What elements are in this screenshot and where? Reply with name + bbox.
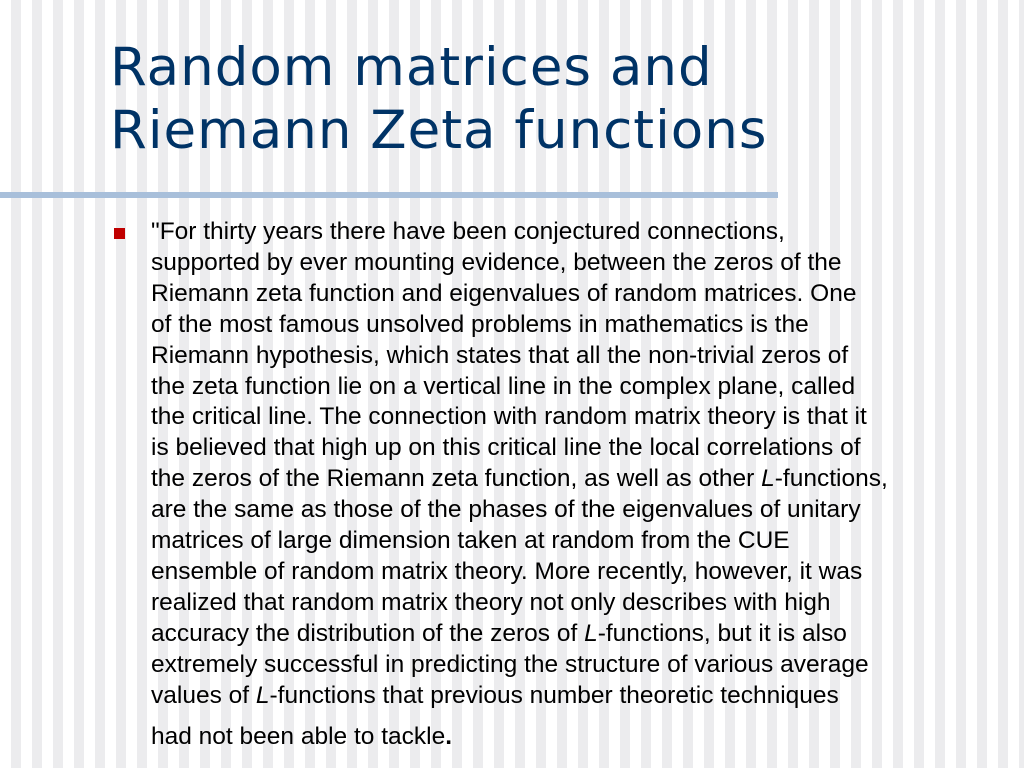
line-text: -functions that previous number theoretic techniques [269, 681, 839, 709]
bullet-square-icon [114, 228, 125, 239]
line-text: had not been able to tackle [151, 722, 446, 750]
paragraph-line [151, 722, 1013, 753]
paragraph-line: ensemble of random matrix theory. More recently, however, it was [151, 557, 863, 585]
paragraph-line: extremely successful in predicting the structure of various average [151, 650, 869, 678]
paragraph-line: supported by ever mounting evidence, between the zeros of the [151, 248, 842, 276]
bullet-paragraph [151, 217, 1013, 752]
paragraph-line: of the most famous unsolved problems in mathematics is the [151, 310, 809, 338]
paragraph-line [151, 681, 1013, 712]
paragraph-line: the critical line. The connection with random matrix theory is that it [151, 403, 867, 431]
title-line-2: Riemann Zeta functions [110, 100, 768, 161]
title-divider [0, 192, 778, 198]
italic-l: L [761, 465, 775, 493]
line-text: the zeros of the Riemann zeta function, as well as other [151, 465, 762, 493]
paragraph-line: matrices of large dimension taken at random from the CUE [151, 527, 790, 555]
line-text: -functions, but it is also [597, 619, 847, 647]
line-text: -functions, [774, 465, 888, 493]
line-text: values of [151, 681, 256, 709]
paragraph-line: Riemann zeta function and eigenvalues of random matrices. One [151, 279, 857, 307]
paragraph-line: Riemann hypothesis, which states that all the non-trivial zeros of [151, 341, 849, 369]
title-line-1: Random matrices and [110, 37, 713, 98]
paragraph-line [151, 464, 1013, 495]
paragraph-line: realized that random matrix theory not only describes with high [151, 588, 831, 616]
italic-l: L [255, 681, 270, 709]
slide-title [110, 36, 990, 162]
paragraph-line: the zeta function lie on a vertical line in the complex plane, called [151, 372, 856, 400]
paragraph-line: "For thirty years there have been conjectured connections, [151, 218, 785, 245]
paragraph-line: is believed that high up on this critical line the local correlations of [151, 434, 861, 462]
line-text: accuracy the distribution of the zeros of [151, 619, 585, 647]
paragraph-line: are the same as those of the phases of the eigenvalues of unitary [151, 496, 861, 524]
paragraph-line [151, 619, 1013, 650]
closing-period: . [445, 722, 453, 750]
italic-l: L [584, 619, 598, 647]
